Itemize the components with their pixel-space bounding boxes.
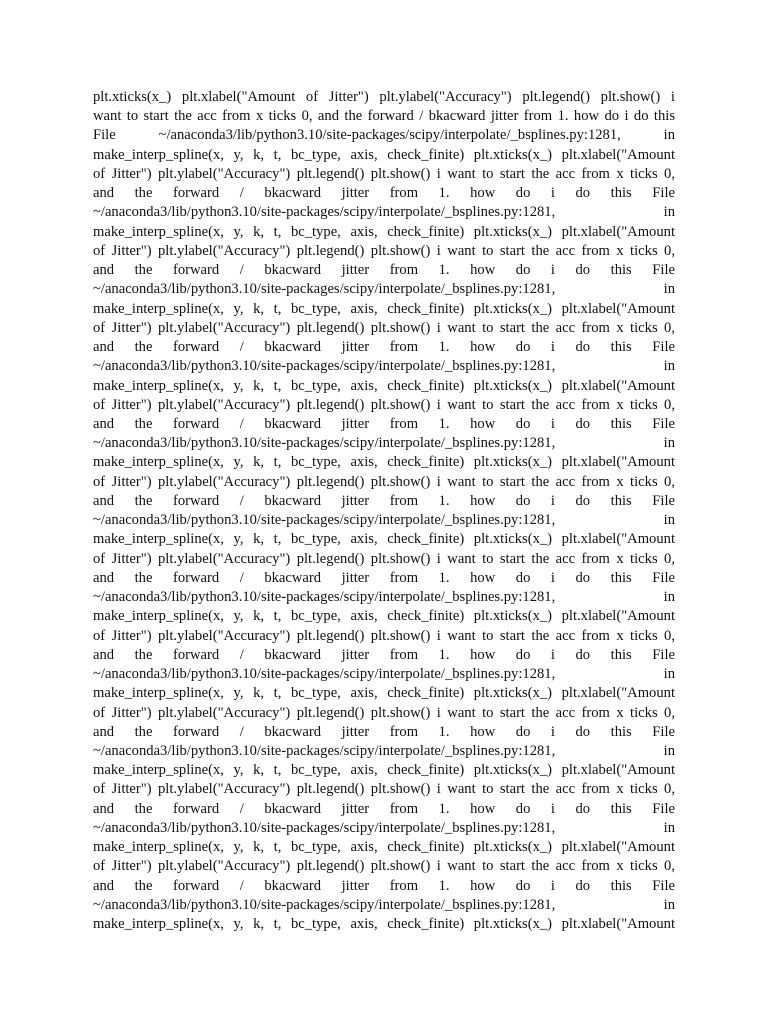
text-line: and the forward / bkacward jitter from 1. how do i do this File [93,723,675,740]
text-line: and the forward / bkacward jitter from 1. how do i do this File [93,569,675,586]
text-line: ~/anaconda3/lib/python3.10/site-packages/scipy/interpolate/_bsplines.py:1281, in [93,819,675,836]
text-line: make_interp_spline(x, y, k, t, bc_type, axis, check_finite) plt.xticks(x_) plt.xlabel("Amount [93,916,675,933]
text-line: of Jitter") plt.ylabel("Accuracy") plt.legend() plt.show() i want to start the acc from x ticks 0, [93,858,675,875]
text-line: make_interp_spline(x, y, k, t, bc_type, axis, check_finite) plt.xticks(x_) plt.xlabel("Amount [93,839,675,856]
text-line: of Jitter") plt.ylabel("Accuracy") plt.legend() plt.show() i want to start the acc from x ticks 0, [93,165,675,182]
text-line: make_interp_spline(x, y, k, t, bc_type, axis, check_finite) plt.xticks(x_) plt.xlabel("Amount [93,454,675,471]
text-line: ~/anaconda3/lib/python3.10/site-packages/scipy/interpolate/_bsplines.py:1281, in [93,589,675,606]
text-line: ~/anaconda3/lib/python3.10/site-packages/scipy/interpolate/_bsplines.py:1281, in [93,512,675,529]
text-line: make_interp_spline(x, y, k, t, bc_type, axis, check_finite) plt.xticks(x_) plt.xlabel("Amount [93,608,675,625]
text-line: of Jitter") plt.ylabel("Accuracy") plt.legend() plt.show() i want to start the acc from x ticks 0, [93,704,675,721]
text-line: ~/anaconda3/lib/python3.10/site-packages/scipy/interpolate/_bsplines.py:1281, in [93,435,675,452]
text-line: and the forward / bkacward jitter from 1. how do i do this File [93,339,675,356]
text-line: ~/anaconda3/lib/python3.10/site-packages/scipy/interpolate/_bsplines.py:1281, in [93,896,675,913]
text-line: ~/anaconda3/lib/python3.10/site-packages/scipy/interpolate/_bsplines.py:1281, in [93,358,675,375]
text-line: and the forward / bkacward jitter from 1. how do i do this File [93,646,675,663]
text-line: of Jitter") plt.ylabel("Accuracy") plt.legend() plt.show() i want to start the acc from x ticks 0, [93,473,675,490]
text-line: of Jitter") plt.ylabel("Accuracy") plt.legend() plt.show() i want to start the acc from x ticks 0, [93,550,675,567]
text-line: ~/anaconda3/lib/python3.10/site-packages/scipy/interpolate/_bsplines.py:1281, in [93,204,675,221]
text-line: make_interp_spline(x, y, k, t, bc_type, axis, check_finite) plt.xticks(x_) plt.xlabel("Amount [93,146,675,163]
text-line: want to start the acc from x ticks 0, and the forward / bkacward jitter from 1. how do i do this [93,108,675,125]
document-body [93,88,675,934]
text-line: of Jitter") plt.ylabel("Accuracy") plt.legend() plt.show() i want to start the acc from x ticks 0, [93,781,675,798]
text-line: plt.xticks(x_) plt.xlabel("Amount of Jitter") plt.ylabel("Accuracy") plt.legend() plt.show() i [93,89,675,105]
text-line: make_interp_spline(x, y, k, t, bc_type, axis, check_finite) plt.xticks(x_) plt.xlabel("Amount [93,762,675,779]
text-line: make_interp_spline(x, y, k, t, bc_type, axis, check_finite) plt.xticks(x_) plt.xlabel("Amount [93,223,675,240]
text-line: and the forward / bkacward jitter from 1. how do i do this File [93,492,675,509]
text-line: make_interp_spline(x, y, k, t, bc_type, axis, check_finite) plt.xticks(x_) plt.xlabel("Amount [93,300,675,317]
text-line: ~/anaconda3/lib/python3.10/site-packages/scipy/interpolate/_bsplines.py:1281, in [93,666,675,683]
text-line: of Jitter") plt.ylabel("Accuracy") plt.legend() plt.show() i want to start the acc from x ticks 0, [93,396,675,413]
text-line: File ~/anaconda3/lib/python3.10/site-packages/scipy/interpolate/_bsplines.py:1281, in [93,127,675,144]
text-line: make_interp_spline(x, y, k, t, bc_type, axis, check_finite) plt.xticks(x_) plt.xlabel("Amount [93,377,675,394]
text-line: and the forward / bkacward jitter from 1. how do i do this File [93,877,675,894]
text-line: make_interp_spline(x, y, k, t, bc_type, axis, check_finite) plt.xticks(x_) plt.xlabel("Amount [93,531,675,548]
text-line: of Jitter") plt.ylabel("Accuracy") plt.legend() plt.show() i want to start the acc from x ticks 0, [93,627,675,644]
text-line: and the forward / bkacward jitter from 1. how do i do this File [93,262,675,279]
text-line: and the forward / bkacward jitter from 1. how do i do this File [93,415,675,432]
text-line: ~/anaconda3/lib/python3.10/site-packages/scipy/interpolate/_bsplines.py:1281, in [93,281,675,298]
text-line: of Jitter") plt.ylabel("Accuracy") plt.legend() plt.show() i want to start the acc from x ticks 0, [93,242,675,259]
text-line: and the forward / bkacward jitter from 1. how do i do this File [93,800,675,817]
text-line: and the forward / bkacward jitter from 1. how do i do this File [93,185,675,202]
text-line: of Jitter") plt.ylabel("Accuracy") plt.legend() plt.show() i want to start the acc from x ticks 0, [93,319,675,336]
text-line: make_interp_spline(x, y, k, t, bc_type, axis, check_finite) plt.xticks(x_) plt.xlabel("Amount [93,685,675,702]
text-line: ~/anaconda3/lib/python3.10/site-packages/scipy/interpolate/_bsplines.py:1281, in [93,742,675,759]
